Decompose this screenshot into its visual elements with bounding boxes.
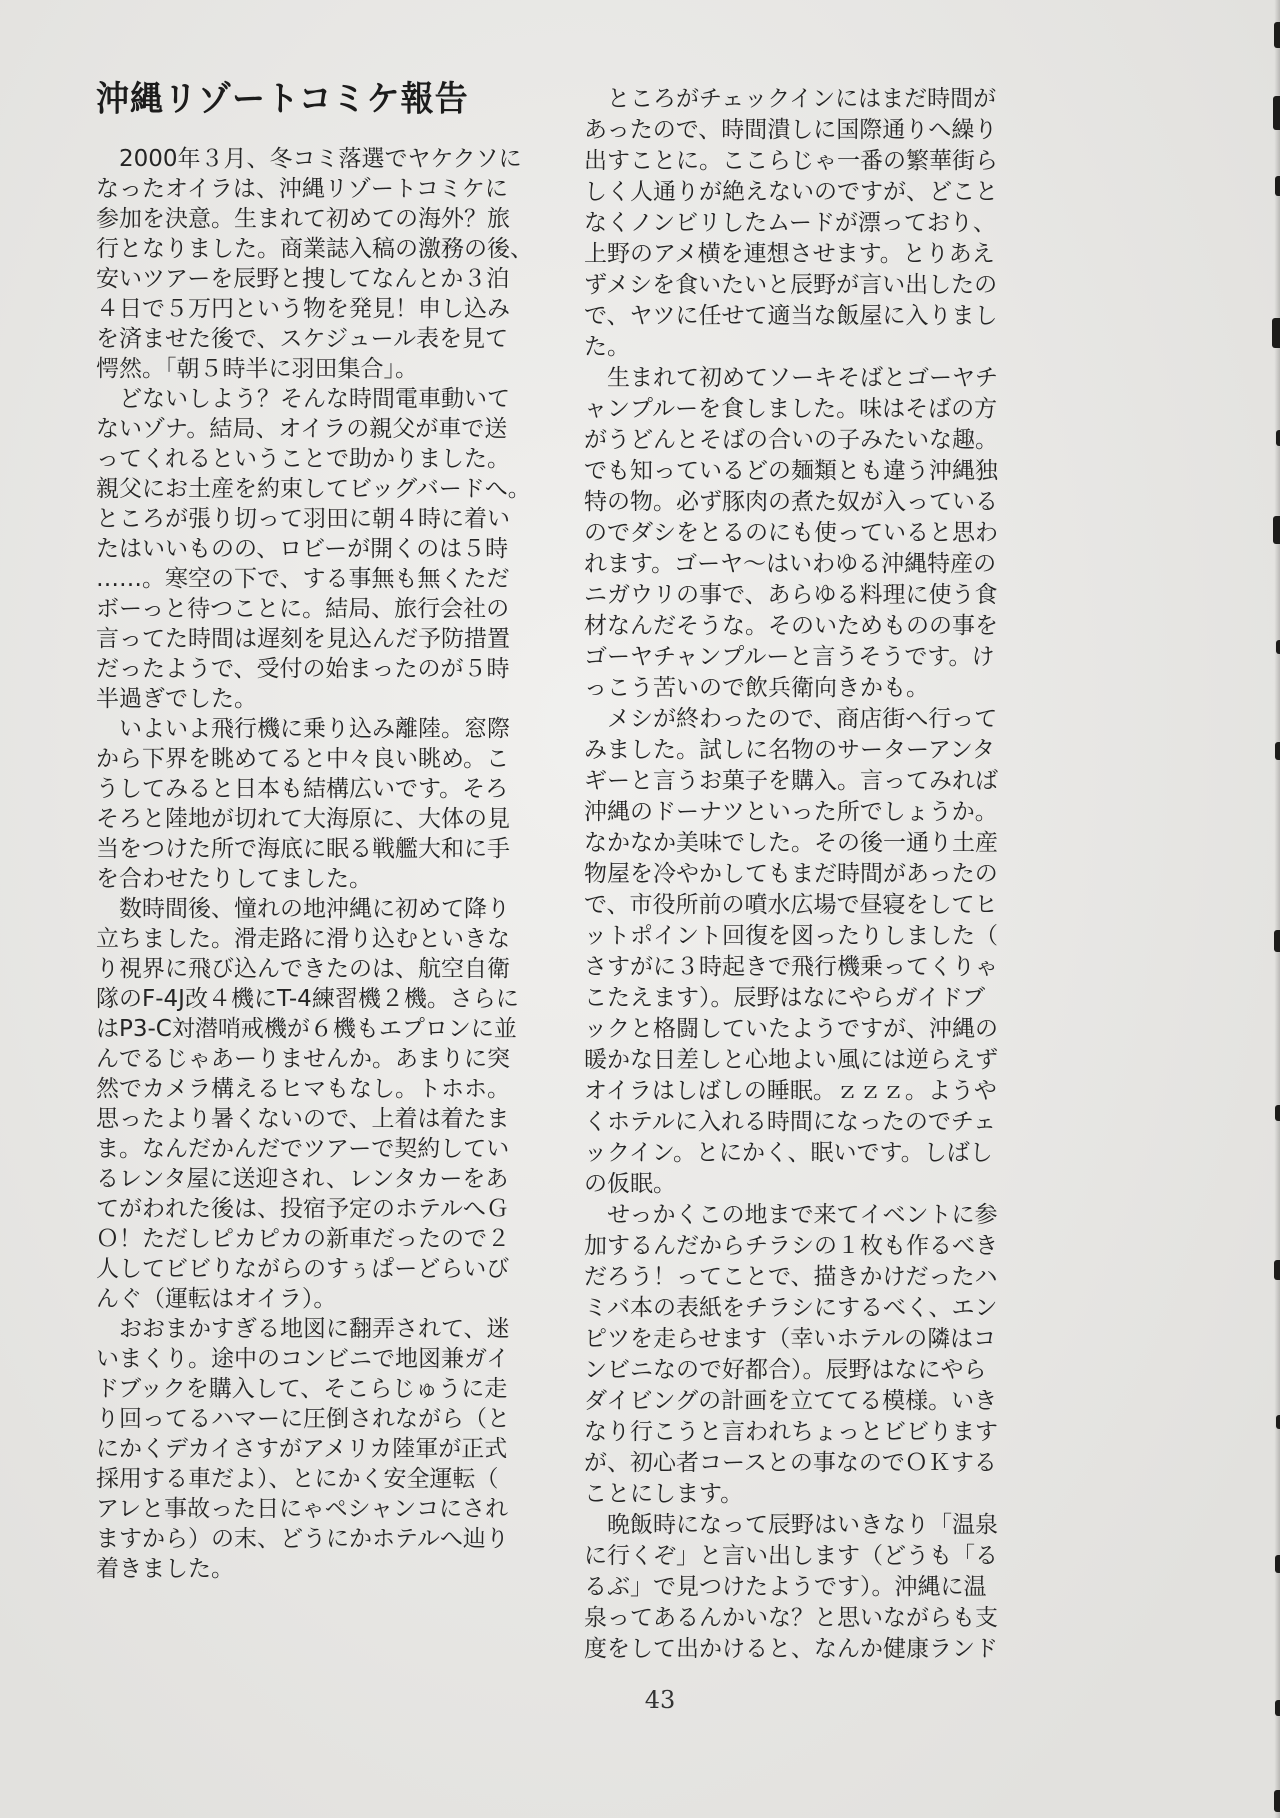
text-line: にかくデカイさすがアメリカ陸軍が正式 xyxy=(96,1436,508,1463)
scan-speck xyxy=(1272,318,1280,348)
scan-speck xyxy=(1274,930,1280,952)
text-line: ボーっと待つことに。結局、旅行会社の xyxy=(96,596,510,623)
text-line: がうどんとそばの合いの子みたいな趣。 xyxy=(584,427,998,453)
text-line: 親父にお土産を約束してビッグバードへ。 xyxy=(96,476,531,503)
text-line: で、市役所前の噴水広場で昼寝をしてヒ xyxy=(584,892,998,918)
text-line: くホテルに入れる時間になったのでチェ xyxy=(584,1109,997,1135)
text-line: り視界に飛び込んできたのは、航空自衛 xyxy=(96,956,510,983)
text-line: ンビニなので好都合）。辰野はなにやら xyxy=(584,1357,987,1383)
text-line: そろと陸地が切れて大海原に、大体の見 xyxy=(96,806,510,833)
text-line: ニガウリの事で、あらゆる料理に使う食 xyxy=(584,582,998,608)
text-line: おおまかすぎる地図に翻弄されて、迷 xyxy=(96,1316,510,1343)
text-line: ますから）の末、どうにかホテルへ辿り xyxy=(96,1526,509,1553)
text-line: 言ってた時間は遅刻を見込んだ予防措置 xyxy=(96,626,510,653)
scan-edge-artifact xyxy=(1272,0,1280,1818)
text-line: オイラはしばしの睡眠。ｚｚｚ。ようや xyxy=(584,1078,997,1104)
text-line: てがわれた後は、投宿予定のホテルへＧ xyxy=(96,1196,509,1223)
text-line: ミバ本の表紙をチラシにするべく、エン xyxy=(584,1295,998,1321)
text-line: 2000年３月、冬コミ落選でヤケクソに xyxy=(96,146,522,173)
text-line: 行となりました。商業誌入稿の激務の後、 xyxy=(96,236,533,263)
text-line: に行くぞ」と言い出します（どうも「る xyxy=(584,1543,998,1569)
text-line: ャンプルーを食しました。味はそばの方 xyxy=(584,396,998,422)
text-line: なくノンビリしたムードが漂っており、 xyxy=(584,210,996,236)
text-line: 思ったより暑くないので、上着は着たま xyxy=(96,1106,510,1133)
text-line: れます。ゴーヤ～はいわゆる沖縄特産の xyxy=(584,551,997,577)
text-line: を合わせたりしてました。 xyxy=(96,866,372,893)
scan-speck xyxy=(1273,516,1280,544)
scan-speck xyxy=(1274,22,1280,48)
text-line: 生まれて初めてソーキそばとゴーヤチ xyxy=(584,365,998,391)
text-line: ゴーヤチャンプルーと言うそうです。け xyxy=(584,644,995,670)
text-line: こたえます）。辰野はなにやらガイドブ xyxy=(584,985,986,1011)
text-line: 当をつけた所で海底に眠る戦艦大和に手 xyxy=(96,836,510,863)
scan-speck xyxy=(1274,1260,1280,1280)
page-number: 43 xyxy=(644,1686,676,1714)
text-line: を済ませた後で、スケジュール表を見て xyxy=(96,326,509,353)
scan-speck xyxy=(1275,1105,1280,1121)
text-line: なかなか美味でした。その後一通り土産 xyxy=(584,830,998,856)
text-line: るレンタ屋に送迎され、レンタカーをあ xyxy=(96,1166,509,1193)
text-line: んぐ（運転はオイラ）。 xyxy=(96,1286,337,1313)
text-line: 特の物。必ず豚肉の煮た奴が入っている xyxy=(584,489,998,515)
text-column-right xyxy=(584,84,1014,1665)
text-column-left xyxy=(96,77,533,1584)
scan-speck xyxy=(1276,640,1280,654)
text-line: 上野のアメ横を連想させます。とりあえ xyxy=(584,241,995,267)
text-line: 人してビビりながらのすぅぱーどらいび xyxy=(96,1256,510,1283)
scan-speck xyxy=(1276,430,1280,446)
text-line: 暖かな日差しと心地よい風には逆らえず xyxy=(584,1047,998,1073)
page-title: 沖縄リゾートコミケ報告 xyxy=(96,77,469,119)
text-line: だったようで、受付の始まったのが５時 xyxy=(96,656,510,683)
text-line: ギーと言うお菓子を購入。言ってみれば xyxy=(584,768,998,794)
text-line: が、初心者コースとの事なのでＯＫする xyxy=(584,1450,997,1476)
text-line: 加するんだからチラシの１枚も作るべき xyxy=(584,1233,998,1259)
text-line: 半過ぎでした。 xyxy=(96,686,257,713)
text-line: 隊のF-4J改４機にT-4練習機２機。さらに xyxy=(96,986,519,1013)
text-line: 安いツアーを辰野と捜してなんとか３泊 xyxy=(96,266,510,293)
text-line: さすがに３時起きで飛行機乗ってくりゃ xyxy=(584,954,998,980)
text-line: あったので、時間潰しに国際通りへ繰り xyxy=(584,117,998,143)
scan-speck xyxy=(1275,1700,1280,1716)
text-line: 然でカメラ構えるヒマもなし。トホホ。 xyxy=(96,1076,510,1103)
text-line: ……。寒空の下で、する事無も無くただ xyxy=(96,566,510,593)
text-line: アレと事故った日にゃペシャンコにされ xyxy=(96,1496,509,1523)
scan-speck xyxy=(1275,742,1280,760)
text-line: 物屋を冷やかしてもまだ時間があったの xyxy=(584,861,998,887)
text-line: みました。試しに名物のサーターアンタ xyxy=(584,737,996,763)
text-line: ずメシを食いたいと辰野が言い出したの xyxy=(584,272,998,298)
text-line: 度をして出かけると、なんか健康ランド xyxy=(584,1636,998,1662)
text-line: 出すことに。ここらじゃ一番の繁華街ら xyxy=(584,148,998,174)
text-line: 材なんだそうな。そのいためものの事を xyxy=(584,613,998,639)
text-line: ダイビングの計画を立ててる模様。いき xyxy=(584,1388,998,1414)
text-line: るぶ」で見つけたようです）。沖縄に温 xyxy=(584,1574,987,1600)
scan-speck xyxy=(1273,96,1280,130)
text-line: 愕然。「朝５時半に羽田集合」。 xyxy=(96,356,418,383)
text-line: なり行こうと言われちょっとビビります xyxy=(584,1419,998,1445)
text-line: ないゾナ。結局、オイラの親父が車で送 xyxy=(96,416,508,443)
text-line: 数時間後、憧れの地沖縄に初めて降り xyxy=(96,896,510,923)
text-line: いまくり。途中のコンビニで地図兼ガイ xyxy=(96,1346,510,1373)
text-line: せっかくこの地まで来てイベントに参 xyxy=(584,1202,998,1228)
text-line: ットポイント回復を図ったりしました（ xyxy=(584,923,998,949)
text-line: メシが終わったので、商店街へ行って xyxy=(584,706,998,732)
text-line: しく人通りが絶えないのですが、どこと xyxy=(584,179,998,205)
text-line: の仮眠。 xyxy=(584,1171,676,1197)
text-line: ところが張り切って羽田に朝４時に着い xyxy=(96,506,510,533)
left-column-body-text xyxy=(96,144,533,1584)
text-line: のでダシをとるのにも使っていると思わ xyxy=(584,520,998,546)
scan-speck xyxy=(1275,1555,1280,1573)
text-line: 沖縄のドーナツといった所でしょうか。 xyxy=(584,799,998,825)
text-line: たはいいものの、ロビーが開くのは５時 xyxy=(96,536,509,563)
text-line: た。 xyxy=(584,334,630,360)
text-line: ックと格闘していたようですが、沖縄の xyxy=(584,1016,998,1042)
text-line: 参加を決意。生まれて初めての海外？旅 xyxy=(96,206,510,233)
text-line: ところがチェックインにはまだ時間が xyxy=(584,86,997,112)
text-line: 採用する車だよ）、とにかく安全運転（ xyxy=(96,1466,499,1493)
text-line: から下界を眺めてると中々良い眺め。こ xyxy=(96,746,510,773)
text-line: Ｏ！ただしピカピカの新車だったので２ xyxy=(96,1226,510,1253)
text-line: なったオイラは、沖縄リゾートコミケに xyxy=(96,176,508,203)
text-line: いよいよ飛行機に乗り込み離陸。窓際 xyxy=(96,716,510,743)
text-line: り回ってるハマーに圧倒されながら（と xyxy=(96,1406,510,1433)
text-line: ま。なんだかんだでツアーで契約してい xyxy=(96,1136,510,1163)
text-line: んでるじゃあーりませんか。あまりに突 xyxy=(96,1046,510,1073)
text-line: だろう！ってことで、描きかけだったハ xyxy=(584,1264,998,1290)
text-line: ってくれるということで助かりました。 xyxy=(96,446,510,473)
scan-speck xyxy=(1275,176,1280,196)
text-line: ドブックを購入して、そこらじゅうに走 xyxy=(96,1376,508,1403)
text-line: 立ちました。滑走路に滑り込むといきな xyxy=(96,926,510,953)
text-line: ピツを走らせます（幸いホテルの隣はコ xyxy=(584,1326,997,1352)
text-line: でも知っているどの麺類とも違う沖縄独 xyxy=(584,458,998,484)
text-line: ４日で５万円という物を発見！申し込み xyxy=(96,296,510,323)
scan-speck xyxy=(1274,1790,1280,1812)
text-line: 晩飯時になって辰野はいきなり「温泉 xyxy=(584,1512,998,1538)
text-line: っこう苦いので飲兵衛向きかも。 xyxy=(584,675,929,701)
text-line: で、ヤツに任せて適当な飯屋に入りまし xyxy=(584,303,998,329)
text-line: うしてみると日本も結構広いです。そろ xyxy=(96,776,509,803)
scan-speck xyxy=(1276,1415,1280,1429)
text-line: ックイン。とにかく、眠いです。しばし xyxy=(584,1140,993,1166)
text-line: はP3-C対潜哨戒機が６機もエプロンに並 xyxy=(96,1016,517,1043)
text-line: 着きました。 xyxy=(96,1556,234,1583)
text-line: どないしよう？そんな時間電車動いて xyxy=(96,386,510,413)
text-line: ことにします。 xyxy=(584,1481,744,1507)
text-line: 泉ってあるんかいな？と思いながらも支 xyxy=(584,1605,998,1631)
right-column-body-text xyxy=(584,84,1014,1665)
